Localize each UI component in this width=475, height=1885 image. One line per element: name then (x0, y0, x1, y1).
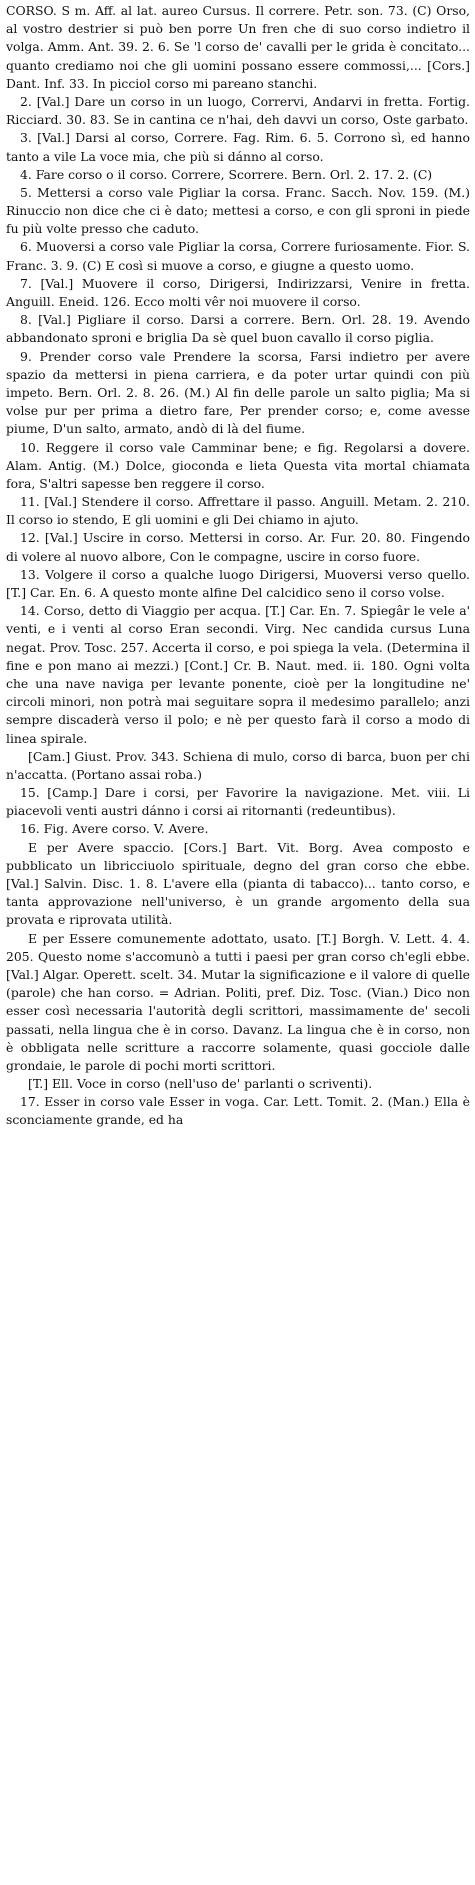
sense-15: 15. [Camp.] Dare i corsi, per Favorire la navigazione. Met. viii. Li piacevoli venti austri dánno i corsi ai ritornanti (redeuntibus). (6, 785, 470, 819)
sense-6: 6. Muoversi a corso vale Pigliar la corsa, Correre furiosamente. Fior. S. Franc. 3. 9. (C) E così si muove a corso, e giugne a questo uomo. (6, 239, 470, 273)
sense-12: 12. [Val.] Uscire in corso. Mettersi in corso. Ar. Fur. 20. 80. Fingendo di volere al nuovo albore, Con le compagne, uscire in corso fuore. (6, 530, 470, 564)
sense-10: 10. Reggere il corso vale Camminar bene; e fig. Regolarsi a dovere. Alam. Antig. (M.) Dolce, gioconda e lieta Questa vita mortal chiamata fora, S'altri sapesse ben reggere il corso. (6, 439, 470, 491)
sense-3: 3. [Val.] Darsi al corso, Correre. Fag. Rim. 6. 5. Corrono sì, ed hanno tanto a vile La voce mia, che più si dánno al corso. (6, 130, 470, 164)
sense-11: 11. [Val.] Stendere il corso. Affrettare il passo. Anguill. Metam. 2. 210. Il corso io stendo, E gli uomini e gli Dei chiamo in ajuto. (6, 494, 470, 528)
sense-16-voce: [T.] Ell. Voce in corso (nell'uso de' parlanti o scriventi). (28, 1076, 373, 1092)
sense-16: 16. Fig. Avere corso. V. Avere. (20, 821, 209, 837)
sense-13: 13. Volgere il corso a qualche luogo Dirigersi, Muoversi verso quello. [T.] Car. En. 6. A questo monte alfine Del calcidico seno il corso volse. (6, 566, 470, 600)
headword-entry: CORSO. S m. Aff. al lat. aureo Cursus. Il correre. Petr. son. 73. (C) Orso, al vostro destrier si può ben porre Un fren che di suo corso indietro il volga. Amm. Ant. 39. 2. 6. Se 'l corso de' cavalli per le grida è concitato... quanto crediamo noi che gli uomini possano essere commossi,... [Cors.] Dant. Inf. 33. In picciol corso mi pareano stanchi. (6, 3, 470, 91)
sense-16-adottato: E per Essere comunemente adottato, usato. [T.] Borgh. V. Lett. 4. 4. 205. Questo nome s'accomunò a tutti i paesi per gran corso ch'egli ebbe. [Val.] Algar. Operett. scelt. 34. Mutar la significazione e il valore di quelle (parole) che han corso. = Adrian. Politi, pref. Diz. Tosc. (Vian.) Dico non esser così necessaria l'autorità degli scrittori, massimamente de' secoli passati, nella lingua che è in corso. Davanz. La lingua che è in corso, non è obbligata nelle scritture a raccorre solamente, quasi gocciole dalle grondaie, le parole di pochi morti scrittori. (6, 930, 470, 1073)
sense-16-spaccio: E per Avere spaccio. [Cors.] Bart. Vit. Borg. Avea composto e pubblicato un libricciuolo spirituale, degno del gran corso che ebbe. [Val.] Salvin. Disc. 1. 8. L'avere ella (pianta di tabacco)... tanto corso, e tanta approvazione nell'universo, è un grande argomento della sua provata e riprovata utilità. (6, 839, 470, 928)
sense-8: 8. [Val.] Pigliare il corso. Darsi a correre. Bern. Orl. 28. 19. Avendo abbandonato sproni e briglia Da sè quel buon cavallo il corso piglia. (6, 312, 470, 346)
sense-5: 5. Mettersi a corso vale Pigliar la corsa. Franc. Sacch. Nov. 159. (M.) Rinuccio non dice che ci è dato; mettesi a corso, e con gli sproni in piede fu più volte presso che caduto. (6, 184, 470, 237)
sense-2: 2. [Val.] Dare un corso in un luogo, Corrervi, Andarvi in fretta. Fortig. Ricciard. 30. 83. Se in cantina ce n'hai, deh davvi un corso, Oste garbato. (6, 93, 470, 128)
sense-17: 17. Esser in corso vale Esser in voga. Car. Lett. Tomit. 2. (Man.) Ella è sconciamente grande, ed ha (6, 1094, 470, 1128)
sense-14: 14. Corso, detto di Viaggio per acqua. [T.] Car. En. 7. Spiegâr le vele a' venti, e i venti al corso Eran secondi. Virg. Nec candida cursus Luna negat. Prov. Tosc. 257. Accerta il corso, e poi spiega la vela. (Determina il fine e pon mano ai mezzi.) [Cont.] Cr. B. Naut. med. ii. 180. Ogni volta che una nave naviga per levante ponente, cioè per la longitudine ne' circoli minori, non potrà mai seguitare sopra il medesimo parallelo; anzi sempre discaderà verso il polo; e nè per questo farà il corso a modo di linea spirale. (6, 603, 470, 746)
sense-4: 4. Fare corso o il corso. Correre, Scorrere. Bern. Orl. 2. 17. 2. (C) (20, 166, 433, 182)
sense-14-note: [Cam.] Giust. Prov. 343. Schiena di mulo, corso di barca, buon per chi n'accatta. (Portano assai roba.) (6, 748, 470, 782)
sense-7: 7. [Val.] Muovere il corso, Dirigersi, Indirizzarsi, Venire in fretta. Anguill. Eneid. 126. Ecco molti vêr noi muovere il corso. (6, 275, 470, 309)
sense-9: 9. Prender corso vale Prendere la scorsa, Farsi indietro per avere spazio da mettersi in piena carriera, e da poter urtar quindi con più impeto. Bern. Orl. 2. 8. 26. (M.) Al fin delle parole un salto piglia; Ma si volse pur per prima a dietro fare, Per prender corso; e, come avesse piume, D'un salto, armato, andò di là del fiume. (6, 348, 470, 437)
